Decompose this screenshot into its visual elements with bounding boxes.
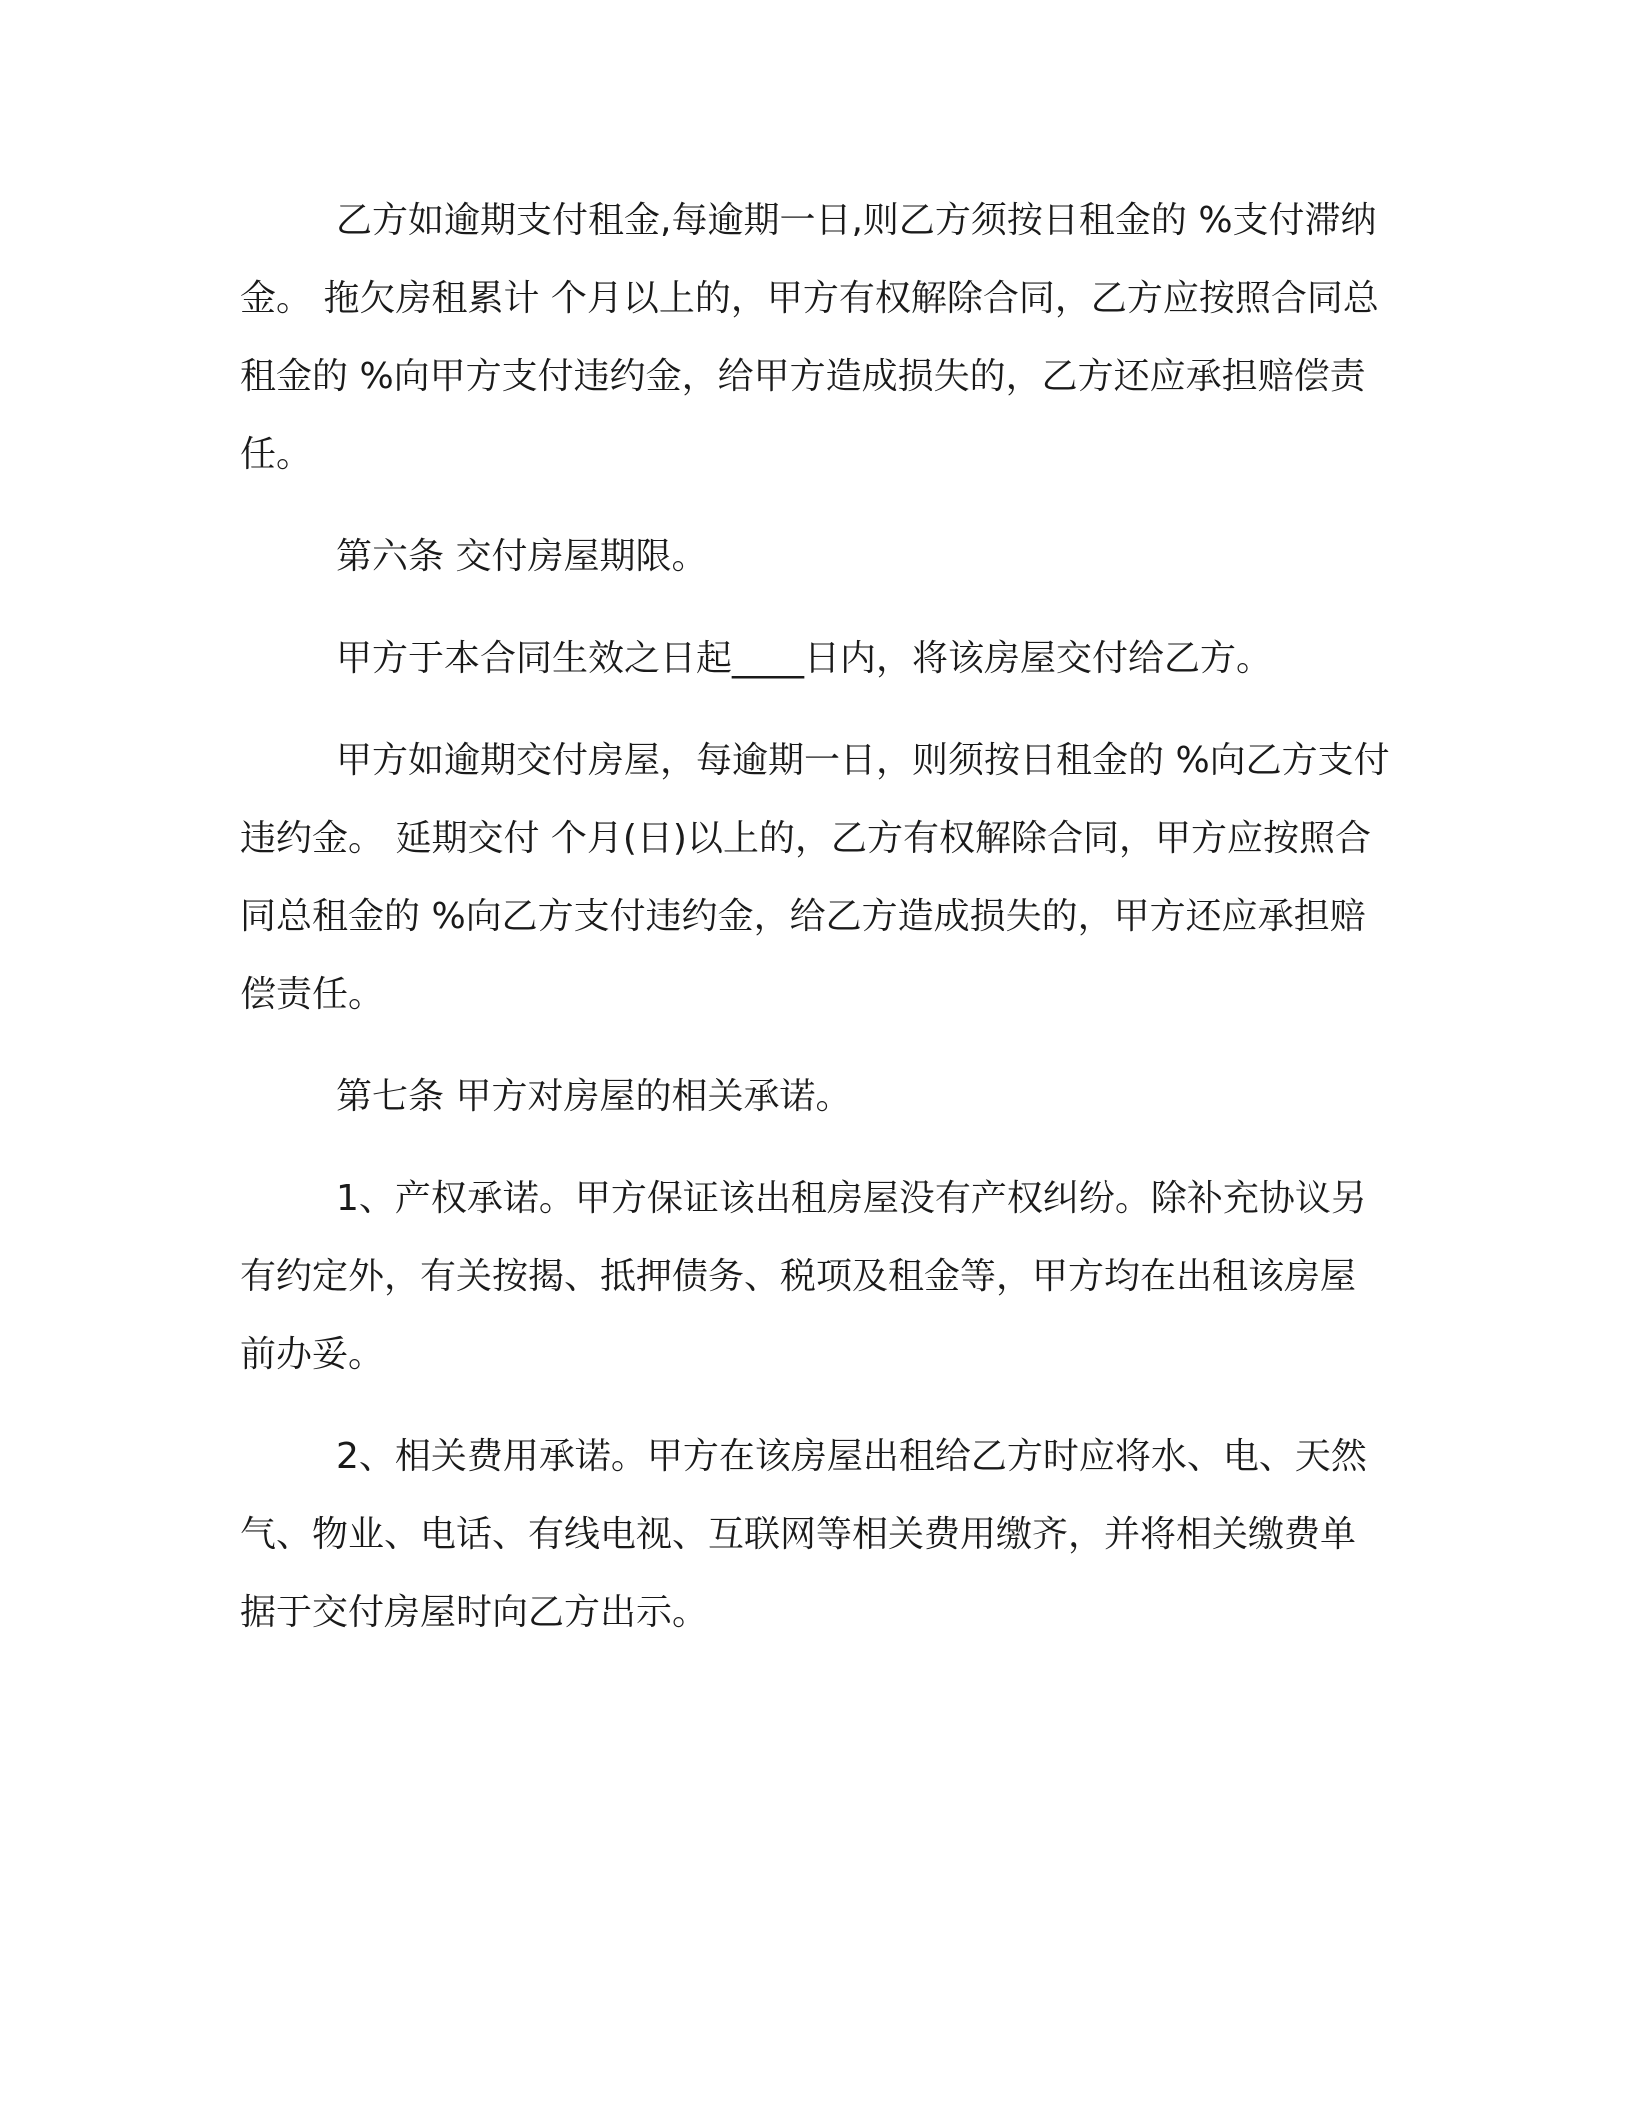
paragraph-property-rights-promise: 1、产权承诺。甲方保证该出租房屋没有产权纠纷。除补充协议另有约定外，有关按揭、抵押债务、税项及租金等，甲方均在出租该房屋前办妥。 [240,1178,1367,1375]
paragraph-late-delivery-penalty: 甲方如逾期交付房屋，每逾期一日，则须按日租金的 %向乙方支付违约金。 延期交付 个月(日)以上的，乙方有权解除合同，甲方应按照合同总租金的 %向乙方支付违约金，给乙方造成损失的，甲方还应承担赔偿责任。 [240,740,1390,1015]
paragraph-late-rent-penalty: 乙方如逾期支付租金,每逾期一日,则乙方须按日租金的 %支付滞纳金。 拖欠房租累计 个月以上的，甲方有权解除合同，乙方应按照合同总租金的 %向甲方支付违约金，给甲方造成损失的，乙方还应承担赔偿责任。 [240,200,1379,475]
article-6-heading: 第六条 交付房屋期限。 [336,536,708,577]
paragraph-fees-promise: 2、相关费用承诺。甲方在该房屋出租给乙方时应将水、电、天然气、物业、电话、有线电视、互联网等相关费用缴齐，并将相关缴费单据于交付房屋时向乙方出示。 [240,1436,1367,1633]
document-body [240,182,1390,1676]
paragraph-delivery-deadline: 甲方于本合同生效之日起____日内，将该房屋交付给乙方。 [336,638,1273,679]
article-7-heading: 第七条 甲方对房屋的相关承诺。 [336,1076,852,1117]
